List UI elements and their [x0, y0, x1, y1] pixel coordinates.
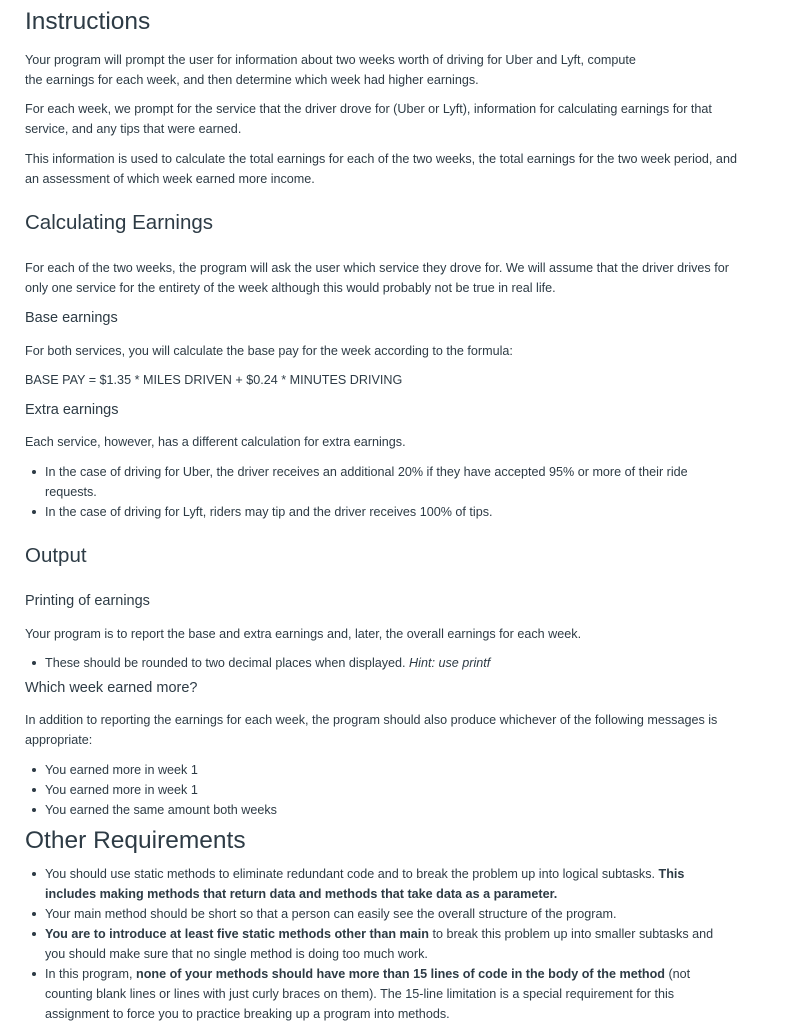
rounding-hint: Hint: use printf: [409, 656, 491, 670]
other-requirements-heading: Other Requirements: [25, 827, 246, 854]
output-heading: Output: [25, 544, 87, 567]
extra-earnings-intro: Each service, however, has a different calculation for extra earnings.: [25, 435, 406, 449]
rounding-text: These should be rounded to two decimal places when displayed.: [45, 656, 410, 670]
which-week-intro: In addition to reporting the earnings for each week, the program should also produce whichever of the following messages is appropriate:: [25, 713, 718, 747]
instructions-line-2: the earnings for each week, and then determine which week had higher earnings.: [25, 73, 479, 87]
base-earnings-intro: For both services, you will calculate the base pay for the week according to the formula:: [25, 344, 513, 358]
requirement-3-bold: You are to introduce at least five static methods other than main: [45, 927, 429, 941]
instructions-line-1: Your program will prompt the user for information about two weeks worth of driving for Uber and Lyft, compute: [25, 53, 636, 67]
which-week-heading: Which week earned more?: [25, 680, 198, 696]
instructions-paragraph-3: This information is used to calculate the total earnings for each of the two weeks, the total earnings for the two week period, and an assessment of which week earned more income.: [25, 152, 737, 186]
base-pay-formula: BASE PAY = $1.35 * MILES DRIVEN + $0.24 * MINUTES DRIVING: [25, 373, 403, 387]
requirement-1-text: You should use static methods to eliminate redundant code and to break the problem up into logical subtasks.: [45, 867, 659, 881]
calculating-earnings-heading: Calculating Earnings: [25, 211, 214, 234]
requirement-1-bold: This includes making methods that return data and methods that take data as a parameter.: [45, 867, 685, 901]
list-item: [27, 924, 727, 964]
instructions-paragraph-1: [25, 50, 745, 90]
calculating-intro: For each of the two weeks, the program will ask the user which service they drove for. We will assume that the driver drives for only one service for the entirety of the week although this would probably not be true in real life.: [25, 261, 729, 295]
extra-earnings-list: [27, 462, 727, 522]
instructions-heading: Instructions: [25, 8, 151, 35]
extra-earnings-heading: Extra earnings: [25, 402, 119, 418]
messages-list: [27, 760, 727, 820]
list-item: In the case of driving for Lyft, riders may tip and the driver receives 100% of tips.: [27, 502, 727, 522]
list-item: In the case of driving for Uber, the driver receives an additional 20% if they have accepted 95% or more of their ride requests.: [27, 462, 727, 502]
requirement-4-text-b: (not counting blank lines or lines with just curly braces on them). The 15-line limitation is a special requirement for this assignment to force you to practice breaking up a program into methods.: [45, 967, 691, 1021]
list-item: [27, 864, 727, 904]
list-item: You earned more in week 1: [27, 780, 727, 800]
requirement-3-text: to break this problem up into smaller subtasks and you should make sure that no single method is doing too much work.: [45, 927, 714, 961]
printing-earnings-intro: Your program is to report the base and extra earnings and, later, the overall earnings for each week.: [25, 627, 582, 641]
rounding-list: [27, 653, 727, 673]
base-earnings-heading: Base earnings: [25, 310, 118, 326]
list-item: [27, 964, 727, 1024]
requirements-list: [27, 864, 727, 1024]
instructions-paragraph-2: For each week, we prompt for the service that the driver drove for (Uber or Lyft), information for calculating earnings for that service, and any tips that were earned.: [25, 102, 712, 136]
requirement-4-text-a: In this program,: [45, 967, 136, 981]
list-item: [27, 653, 727, 673]
list-item: Your main method should be short so that a person can easily see the overall structure of the program.: [27, 904, 727, 924]
requirement-4-bold: none of your methods should have more than 15 lines of code in the body of the method: [136, 967, 665, 981]
list-item: You earned the same amount both weeks: [27, 800, 727, 820]
list-item: You earned more in week 1: [27, 760, 727, 780]
printing-earnings-heading: Printing of earnings: [25, 593, 150, 609]
